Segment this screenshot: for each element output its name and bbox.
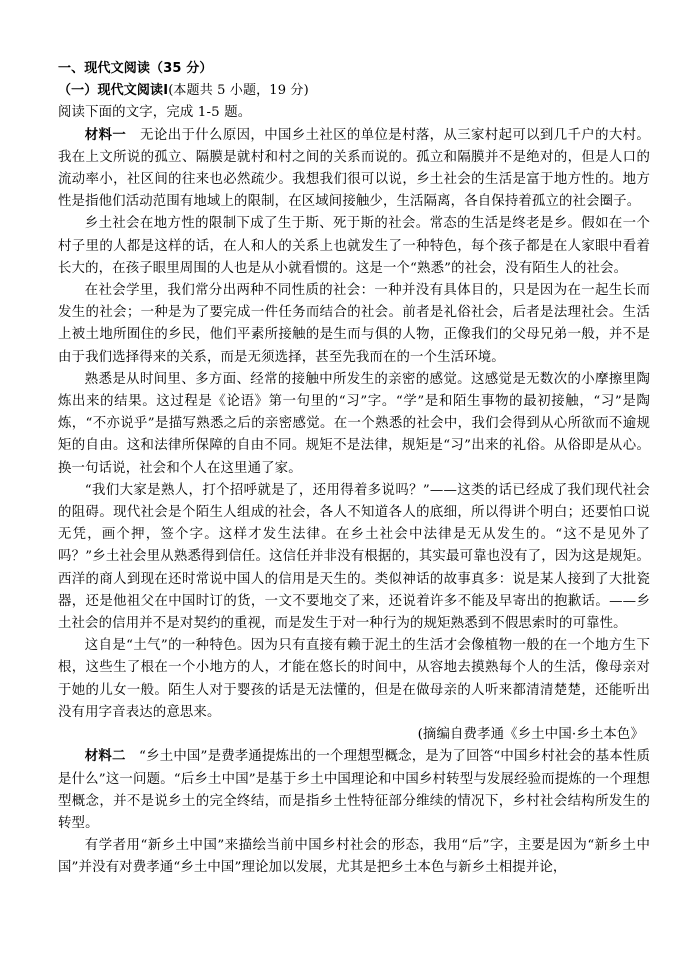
material1-paragraph-1 [58, 125, 650, 214]
material1-paragraph-3: 在社会学里，我们常分出两种不同性质的社会：一种并没有具体目的，只是因为在一起生长而发生的社会；一种是为了要完成一件任务而结合的社会。前者是礼俗社会，后者是法理社会。生活上被土地所囿住的乡民，他们平素所接触的是生而与俱的人物，正像我们的父母兄弟一般，并不是由于我们选择得来的关系，而是无须选择，甚至先我而在的一个生活环境。 [58, 283, 650, 365]
material1-paragraph-1-text: 无论出于什么原因，中国乡土社区的单位是村落，从三家村起可以到几千户的大村。我在上文所说的孤立、隔膜是就村和村之间的关系而说的。孤立和隔膜并不是绝对的，但是人口的流动率小，社区间的往来也必然疏少。我想我们很可以说，乡土社会的生活是富于地方性的。地方性是指他们活动范围有地域上的限制，在区域间接触少，生活隔离，各自保持着孤立的社会圈子。 [58, 127, 650, 210]
subsection-note: (本题共 5 小题，19 分) [168, 83, 309, 99]
material1-source: (摘编自费孝通《乡土中国·乡土本色》 [417, 727, 644, 743]
instruction: 阅读下面的文字，完成 1-5 题。 [58, 105, 252, 121]
material2-paragraph-2: 有学者用“新乡土中国”来描绘当前中国乡村社会的形态，我用“后”字，主要是因为“新乡土中国”并没有对费孝通“乡土中国”理论加以发展，尤其是把乡土本色与新乡土相提并论， [58, 838, 650, 876]
material1-label: 材料一 [84, 127, 127, 143]
subsection-label: （一）现代文阅读Ⅰ [58, 83, 169, 99]
material1-paragraph-6: 这自是“土气”的一种特色。因为只有直接有赖于泥土的生活才会像植物一般的在一个地方生下根，这些生了根在一个小地方的人，才能在悠长的时间中，从容地去摸熟每个人的生活，像母亲对于她的儿女一般。陌生人对于婴孩的话是无法懂的，但是在做母亲的人听来都清清楚楚，还能听出没有用字音表达的意思来。 [58, 638, 650, 720]
material1-paragraph-2: 乡土社会在地方性的限制下成了生于斯、死于斯的社会。常态的生活是终老是乡。假如在一个村子里的人都是这样的话，在人和人的关系上也就发生了一种特色，每个孩子都是在人家眼中看着长大的，在孩子眼里周围的人也是从小就看惯的。这是一个“熟悉”的社会，没有陌生人的社会。 [58, 216, 650, 276]
subsection-title [58, 80, 650, 102]
material2-paragraph-1-text: “乡土中国”是费孝通提炼出的一个理想型概念，是为了回答“中国乡村社会的基本性质是什么”这一问题。“后乡土中国”是基于乡土中国理论和中国乡村转型与发展经验而提炼的一个理想型概念，并不是说乡土的完全终结，而是指乡土性特征部分维续的情况下，乡村社会结构所发生的转型。 [58, 749, 650, 831]
material1-paragraph-4: 熟悉是从时间里、多方面、经常的接触中所发生的亲密的感觉。这感觉是无数次的小摩擦里陶炼出来的结果。这过程是《论语》第一句里的“习”字。“学”是和陌生事物的最初接触，“习”是陶炼，“不亦说乎”是描写熟悉之后的亲密感觉。在一个熟悉的社会中，我们会得到从心所欲而不逾规矩的自由。这和法律所保障的自由不同。规矩不是法律，规矩是“习”出来的礼俗。从俗即是从心。换一句话说，社会和个人在这里通了家。 [58, 371, 650, 476]
material2-label: 材料二 [84, 749, 126, 765]
material2-paragraph-1 [58, 746, 650, 835]
section-title: 一、现代文阅读（35 分） [58, 61, 213, 76]
material1-paragraph-5: “我们大家是熟人，打个招呼就是了，还用得着多说吗？”——这类的话已经成了我们现代社会的阻碍。现代社会是个陌生人组成的社会，各人不知道各人的底细，所以得讲个明白；还要怕口说无凭，画个押，签个字。这样才发生法律。在乡土社会中法律是无从发生的。“这不是见外了吗？”乡土社会里从熟悉得到信任。这信任并非没有根据的，其实最可靠也没有了，因为这是规矩。西洋的商人到现在还时常说中国人的信用是天生的。类似神话的故事真多：说是某人接到了大批瓷器，还是他祖父在中国时订的货，一文不要地交了来，还说着许多不能及早寄出的抱歉话。——乡土社会的信用并不是对契约的重视，而是发生于对一种行为的规矩熟悉到不假思索时的可靠性。 [58, 482, 650, 632]
